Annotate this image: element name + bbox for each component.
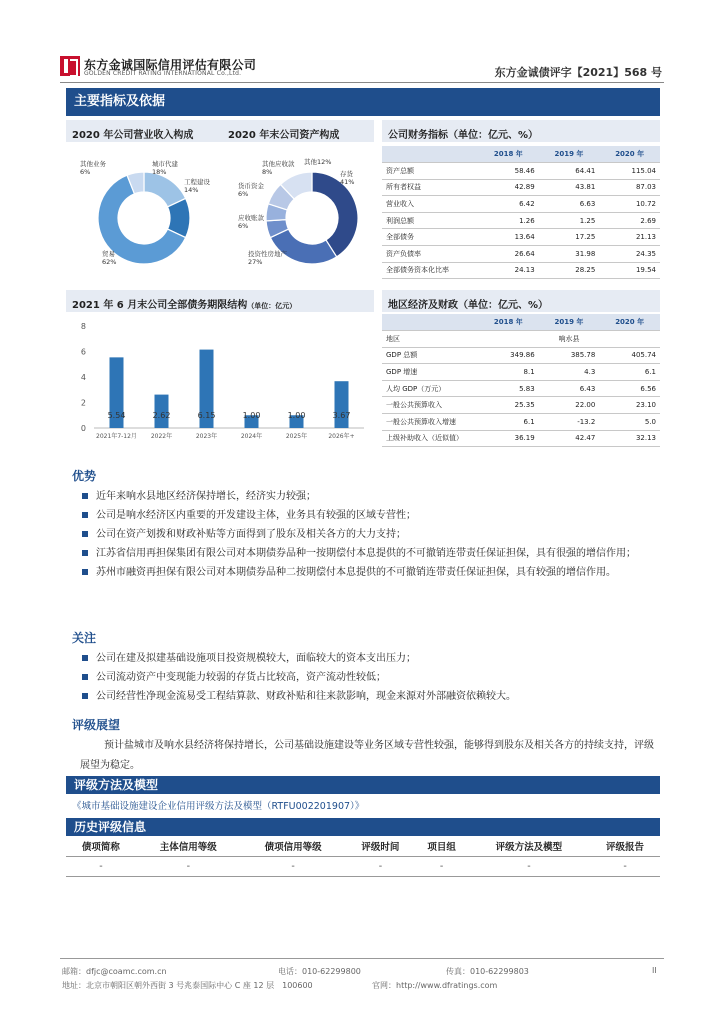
region-cell: 4.3 bbox=[539, 364, 600, 381]
advantages-list bbox=[80, 487, 662, 582]
footer-website[interactable]: 官网：http://www.dfratings.com bbox=[372, 981, 498, 990]
table-row bbox=[382, 364, 660, 381]
section-bar-main-indicators: 主要指标及依据 bbox=[66, 88, 660, 116]
x-tick-label: 2023年 bbox=[195, 433, 218, 440]
region-row-label: 人均 GDP（万元） bbox=[382, 380, 478, 397]
region-cell: 6.1 bbox=[599, 364, 660, 381]
history-column-header: 项目组 bbox=[415, 836, 467, 856]
fin-cell: 26.64 bbox=[478, 246, 539, 263]
fin-row-label: 营业收入 bbox=[382, 196, 478, 213]
fin-table-title: 公司财务指标（单位：亿元、%） bbox=[388, 130, 539, 141]
fin-cell: 28.25 bbox=[539, 262, 600, 279]
region-label-cell: 地区 bbox=[382, 331, 478, 348]
asset-pie-title: 2020 年末公司资产构成 bbox=[228, 130, 340, 141]
footer-email: 邮箱：dfjc@coamc.com.cn bbox=[62, 967, 167, 976]
fin-cell: 24.35 bbox=[599, 246, 660, 263]
rating-history-table bbox=[66, 836, 660, 877]
bar-value-label: 1.00 bbox=[287, 411, 306, 420]
region-cell: 8.1 bbox=[478, 364, 539, 381]
history-cell: - bbox=[346, 856, 416, 876]
asset-label-receivables: 应收账款 6% bbox=[238, 214, 264, 230]
history-cell: - bbox=[415, 856, 467, 876]
table-row bbox=[382, 212, 660, 229]
table-row bbox=[382, 163, 660, 180]
fin-header-year: 2019 年 bbox=[539, 146, 600, 163]
x-tick-label: 2026年+ bbox=[328, 433, 355, 440]
page-number: II bbox=[652, 966, 657, 975]
y-tick-label: 0 bbox=[80, 424, 86, 433]
fin-cell: 31.98 bbox=[539, 246, 600, 263]
history-cell: - bbox=[590, 856, 660, 876]
bar bbox=[332, 381, 351, 428]
bar-value-label: 5.54 bbox=[107, 411, 126, 420]
table-row bbox=[382, 196, 660, 213]
region-header-year: 2019 年 bbox=[539, 314, 600, 331]
fin-cell: 43.81 bbox=[539, 179, 600, 196]
outlook-text: 预计盐城市及响水县经济将保持增长，公司基础设施建设等业务区域专营性较强，能够得到股东及相关各方的持续支持，评级展望为稳定。 bbox=[80, 740, 654, 771]
fin-cell: 21.13 bbox=[599, 229, 660, 246]
region-header-year: 2020 年 bbox=[599, 314, 660, 331]
bar-value-label: 3.67 bbox=[332, 411, 351, 420]
fin-cell: 1.25 bbox=[539, 212, 600, 229]
revenue-pie-title: 2020 年公司营业收入构成 bbox=[72, 130, 194, 141]
company-logo-icon bbox=[60, 56, 80, 76]
fin-cell: 1.26 bbox=[478, 212, 539, 229]
region-cell: 42.47 bbox=[539, 430, 600, 447]
revenue-label-trade: 贸易 62% bbox=[102, 250, 117, 266]
y-tick-label: 2 bbox=[80, 398, 86, 408]
history-cell: - bbox=[468, 856, 590, 876]
history-column-header: 评级方法及模型 bbox=[468, 836, 590, 856]
region-row-label: GDP 总额 bbox=[382, 347, 478, 364]
region-row-label: 一般公共预算收入 bbox=[382, 397, 478, 414]
concern-item: 公司经营性净现金流易受工程结算款、财政补贴和往来款影响，现金来源对外部融资依赖较大。 bbox=[80, 687, 662, 706]
advantage-item: 近年来响水县地区经济保持增长，经济实力较强； bbox=[80, 487, 662, 506]
region-row-label: GDP 增速 bbox=[382, 364, 478, 381]
history-column-header: 评级报告 bbox=[590, 836, 660, 856]
financial-indicators-table bbox=[382, 146, 660, 279]
region-cell: 6.43 bbox=[539, 380, 600, 397]
region-cell: 349.86 bbox=[478, 347, 539, 364]
region-table-title: 地区经济及财政（单位：亿元、%） bbox=[388, 300, 549, 311]
table-row bbox=[382, 347, 660, 364]
region-cell: 25.35 bbox=[478, 397, 539, 414]
fin-row-label: 全部债务 bbox=[382, 229, 478, 246]
fin-header-year: 2018 年 bbox=[478, 146, 539, 163]
concerns-heading: 关注 bbox=[72, 631, 97, 645]
debt-chart-title: 2021 年 6 月末公司全部债务期限结构（单位：亿元） bbox=[72, 300, 297, 311]
fin-row-label: 资产总额 bbox=[382, 163, 478, 180]
history-column-header: 债项信用等级 bbox=[241, 836, 346, 856]
fin-cell: 58.46 bbox=[478, 163, 539, 180]
section-bar-history: 历史评级信息 bbox=[66, 818, 660, 836]
fin-cell: 10.72 bbox=[599, 196, 660, 213]
region-cell: 36.19 bbox=[478, 430, 539, 447]
region-header-blank bbox=[382, 314, 478, 331]
history-column-header: 主体信用等级 bbox=[136, 836, 241, 856]
fin-cell: 19.54 bbox=[599, 262, 660, 279]
table-row bbox=[382, 246, 660, 263]
region-cell: -13.2 bbox=[539, 414, 600, 431]
fin-header-blank bbox=[382, 146, 478, 163]
bar-value-label: 2.62 bbox=[152, 411, 171, 420]
table-row bbox=[66, 856, 660, 876]
advantage-item: 公司是响水经济区内重要的开发建设主体，业务具有较强的区域专营性； bbox=[80, 506, 662, 525]
concern-item: 公司流动资产中变现能力较弱的存货占比较高，资产流动性较低； bbox=[80, 668, 662, 687]
history-cell: - bbox=[241, 856, 346, 876]
concerns-list bbox=[80, 649, 662, 706]
y-tick-label: 4 bbox=[80, 373, 86, 382]
table-row bbox=[382, 414, 660, 431]
region-cell: 5.83 bbox=[478, 380, 539, 397]
fin-row-label: 资产负债率 bbox=[382, 246, 478, 263]
concern-item: 公司在建及拟建基础设施项目投资规模较大，面临较大的资本支出压力； bbox=[80, 649, 662, 668]
fin-cell: 87.03 bbox=[599, 179, 660, 196]
history-cell: - bbox=[136, 856, 241, 876]
table-row bbox=[382, 380, 660, 397]
region-row-label: 一般公共预算收入增速 bbox=[382, 414, 478, 431]
fin-cell: 13.64 bbox=[478, 229, 539, 246]
table-row bbox=[382, 397, 660, 414]
table-row bbox=[382, 331, 660, 348]
region-cell: 32.13 bbox=[599, 430, 660, 447]
fin-header-year: 2020 年 bbox=[599, 146, 660, 163]
outlook-heading: 评级展望 bbox=[72, 718, 121, 732]
region-cell: 23.10 bbox=[599, 397, 660, 414]
fin-cell: 24.13 bbox=[478, 262, 539, 279]
revenue-label-other: 其他业务 6% bbox=[80, 160, 106, 176]
asset-label-other-receivables: 其他应收款 8% bbox=[262, 160, 295, 176]
region-cell: 6.1 bbox=[478, 414, 539, 431]
fin-cell: 6.63 bbox=[539, 196, 600, 213]
fin-cell: 42.89 bbox=[478, 179, 539, 196]
region-cell: 385.78 bbox=[539, 347, 600, 364]
bar-value-label: 1.00 bbox=[242, 411, 261, 420]
table-row bbox=[382, 262, 660, 279]
footer-divider bbox=[60, 958, 664, 959]
x-tick-label: 2022年 bbox=[150, 433, 173, 440]
fin-cell: 6.42 bbox=[478, 196, 539, 213]
revenue-label-agency: 城市代建 18% bbox=[152, 160, 178, 176]
x-tick-label: 2024年 bbox=[240, 433, 263, 440]
method-link[interactable]: 《城市基础设施建设企业信用评级方法及模型（RTFU002201907）》 bbox=[72, 801, 365, 812]
section-bar-method: 评级方法及模型 bbox=[66, 776, 660, 794]
history-column-header: 债项简称 bbox=[66, 836, 136, 856]
advantage-item: 苏州市融资再担保有限公司对本期债券品种二按期偿付本息提供的不可撤销连带责任保证担保，具有较强的增信作用。 bbox=[80, 563, 662, 582]
fin-row-label: 所有者权益 bbox=[382, 179, 478, 196]
fin-cell: 17.25 bbox=[539, 229, 600, 246]
region-cell: 5.0 bbox=[599, 414, 660, 431]
document-number: 东方金诚债评字【2021】568 号 bbox=[494, 66, 662, 79]
table-row bbox=[382, 229, 660, 246]
asset-label-cash: 货币资金 6% bbox=[238, 182, 264, 198]
regional-economy-table bbox=[382, 314, 660, 447]
footer-address: 地址：北京市朝阳区朝外西街 3 号兆泰国际中心 C 座 12 层 100600 bbox=[62, 981, 313, 990]
x-tick-label: 2021年7-12月 bbox=[96, 433, 137, 440]
advantage-item: 公司在资产划拨和财政补贴等方面得到了股东及相关各方的大力支持； bbox=[80, 525, 662, 544]
region-header-year: 2018 年 bbox=[478, 314, 539, 331]
region-cell: 6.56 bbox=[599, 380, 660, 397]
region-cell: 405.74 bbox=[599, 347, 660, 364]
asset-label-other: 其他12% bbox=[304, 158, 332, 166]
table-row bbox=[382, 430, 660, 447]
region-name-cell: 响水县 bbox=[478, 331, 660, 348]
asset-label-inventory: 存货 41% bbox=[340, 170, 355, 186]
y-tick-label: 8 bbox=[80, 322, 86, 331]
region-row-label: 上级补助收入（近似值） bbox=[382, 430, 478, 447]
history-column-header: 评级时间 bbox=[346, 836, 416, 856]
fin-cell: 64.41 bbox=[539, 163, 600, 180]
x-tick-label: 2025年 bbox=[285, 433, 308, 440]
footer-phone: 电话：010-62299800 bbox=[278, 967, 361, 976]
y-tick-label: 6 bbox=[80, 347, 86, 357]
fin-row-label: 全部债务资本化比率 bbox=[382, 262, 478, 279]
fin-cell: 115.04 bbox=[599, 163, 660, 180]
company-name-en: GOLDEN CREDIT RATING INTERNATIONAL Co.,Ltd. bbox=[84, 70, 242, 77]
table-row bbox=[382, 179, 660, 196]
region-cell: 22.00 bbox=[539, 397, 600, 414]
fin-row-label: 利润总额 bbox=[382, 212, 478, 229]
revenue-label-engineering: 工程建设 14% bbox=[184, 178, 210, 194]
footer-fax: 传真：010-62299803 bbox=[446, 967, 529, 976]
debt-maturity-bar-chart bbox=[72, 316, 372, 446]
bar-value-label: 6.15 bbox=[197, 411, 216, 420]
advantage-item: 江苏省信用再担保集团有限公司对本期债券品种一按期偿付本息提供的不可撤销连带责任保证担保，具有很强的增信作用； bbox=[80, 544, 662, 563]
fin-cell: 2.69 bbox=[599, 212, 660, 229]
company-name-cn: 东方金诚国际信用评估有限公司 bbox=[84, 58, 257, 72]
history-cell: - bbox=[66, 856, 136, 876]
asset-label-investment-property: 投资性房地产 27% bbox=[248, 250, 287, 266]
header-divider bbox=[60, 82, 664, 83]
advantages-heading: 优势 bbox=[72, 469, 97, 483]
